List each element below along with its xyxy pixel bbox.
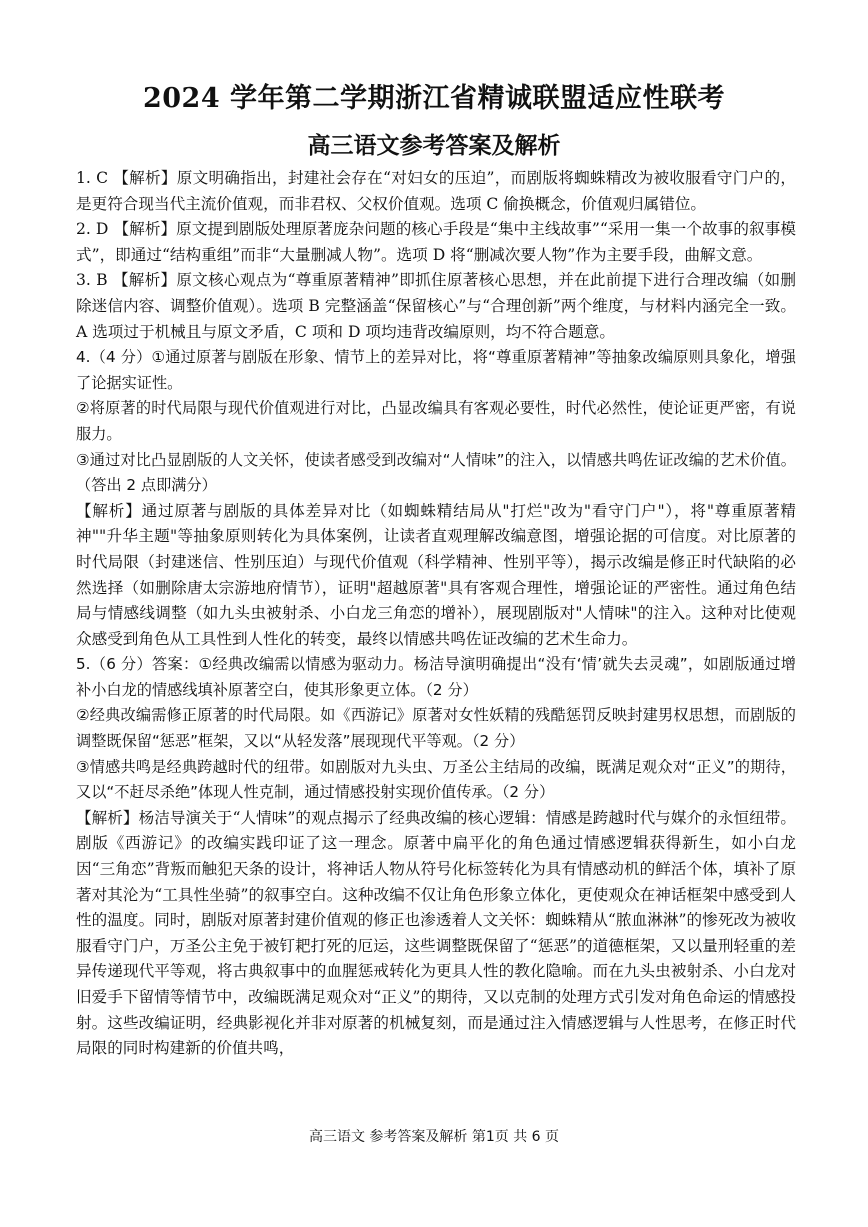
answer-q5-point2: ②经典改编需修正原著的时代局限。如《西游记》原著对女性妖精的残酷惩罚反映封建男权思想，而剧版的调整既保留“惩恶”框架，又以“从轻发落”展现现代平等观。（2 分）	[76, 706, 796, 751]
answer-q4-point2: ②将原著的时代局限与现代价值观进行对比，凸显改编具有客观必要性，时代必然性，使论证更严密，有说服力。	[76, 399, 796, 443]
answer-q5-analysis: 【解析】杨洁导演关于“人情味”的观点揭示了经典改编的核心逻辑：情感是跨越时代与媒介的永恒纽带。剧版《西游记》的改编实践印证了这一理念。原著中扁平化的角色通过情感逻辑获得新生，如小白龙因“三角恋”背叛而触犯天条的设计，将神话人物从符号化标签转化为具有情感动机的鲜活个体，填补了原著对其沦为“工具性坐骑”的叙事空白。这种改编不仅让角色形象立体化，更使观众在神话框架中感受到人性的温度。同时，剧版对原著封建价值观的修正也渗透着人文关怀：蜘蛛精从“脓血淋淋”的惨死改为被收服看守门户，万圣公主免于被钉耙打死的厄运，这些调整既保留了“惩恶”的道德框架，又以量刑轻重的差异传递现代平等观，将古典叙事中的血腥惩戒转化为更具人性的教化隐喻。而在九头虫被射杀、小白龙对旧爱手下留情等情节中，改编既满足观众对“正义”的期待，又以克制的处理方式引发对角色命运的情感投射。这些改编证明，经典影视化并非对原著的机械复刻，而是通过注入情感逻辑与人性思考，在修正时代局限的同时构建新的价值共鸣，	[76, 808, 796, 1058]
answer-q2: 2. D 【解析】原文提到剧版处理原著庞杂问题的核心手段是“集中主线故事”“采用一集一个故事的叙事模式”，即通过“结构重组”而非“大量删减人物”。选项 D 将“删减次要人物”作为主要手段，曲解文意。	[76, 220, 796, 264]
answer-q4-point1: 4.（4 分）①通过原著与剧版在形象、情节上的差异对比，将“尊重原著精神”等抽象改编原则具象化，增强了论据实证性。	[76, 348, 796, 392]
answer-q4-analysis: 【解析】通过原著与剧版的具体差异对比（如蜘蛛精结局从"打烂"改为"看守门户"），将"尊重原著精神""升华主题"等抽象原则转化为具体案例，让读者直观理解改编意图，增强论据的可信度。对比原著的时代局限（封建迷信、性别压迫）与现代价值观（科学精神、性别平等），揭示改编是修正时代缺陷的必然选择（如删除唐太宗游地府情节），证明"超越原著"具有客观合理性，增强论证的严密性。通过角色结局与情感线调整（如九头虫被射杀、小白龙三角恋的增补），展现剧版对"人情味"的注入。这种对比使观众感受到角色从工具性到人性化的转变，最终以情感共鸣佐证改编的艺术生命力。	[76, 501, 796, 648]
answer-q5-point1: 5.（6 分）答案：①经典改编需以情感为驱动力。杨洁导演明确提出“没有‘情’就失去灵魂”，如剧版通过增补小白龙的情感线填补原著空白，使其形象更立体。（2 分）	[76, 655, 796, 699]
answer-q1: 1. C 【解析】原文明确指出，封建社会存在“对妇女的压迫”，而剧版将蜘蛛精改为被收服看守门户的，是更符合现当代主流价值观，而非君权、父权价值观。选项 C 偷换概念，价值观归属错位。	[76, 169, 796, 213]
page-title: 2024 学年第二学期浙江省精诚联盟适应性联考	[142, 83, 726, 114]
page-subtitle: 高三语文参考答案及解析	[307, 132, 561, 159]
answer-q4-point3: ③通过对比凸显剧版的人文关怀，使读者感受到改编对“人情味”的注入，以情感共鸣佐证改编的艺术价值。（答出 2 点即满分）	[76, 450, 796, 495]
page-footer: 高三语文 参考答案及解析 第1页 共 6 页	[308, 1129, 560, 1145]
answers-body	[76, 166, 796, 1062]
answer-q3: 3. B 【解析】原文核心观点为“尊重原著精神”即抓住原著核心思想，并在此前提下进行合理改编（如删除迷信内容、调整价值观）。选项 B 完整涵盖“保留核心”与“合理创新”两个维度，与材料内涵完全一致。A 选项过于机械且与原文矛盾，C 项和 D 项均违背改编原则，均不符合题意。	[76, 271, 796, 341]
answer-q5-point3: ③情感共鸣是经典跨越时代的纽带。如剧版对九头虫、万圣公主结局的改编，既满足观众对“正义”的期待，又以“不赶尽杀绝”体现人性克制，通过情感投射实现价值传承。（2 分）	[76, 757, 796, 802]
